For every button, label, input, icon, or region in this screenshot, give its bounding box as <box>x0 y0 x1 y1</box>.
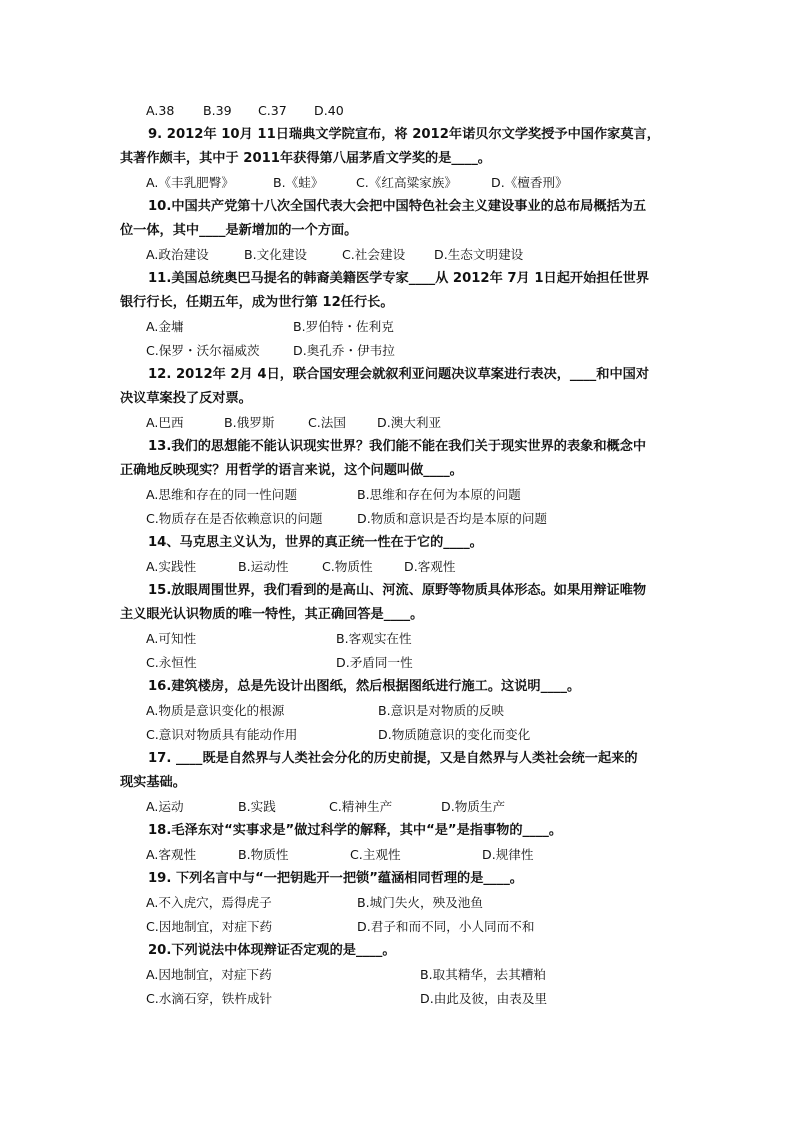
question-13-option-a: A.思维和存在的同一性问题 <box>146 487 297 502</box>
question-13-option-c: C.物质存在是否依赖意识的问题 <box>146 511 323 526</box>
question-15-option-b: B.客观实在性 <box>336 631 412 646</box>
question-15-option-d: D.矛盾同一性 <box>336 655 413 670</box>
question-10-line1: 10.中国共产党第十八次全国代表大会把中国特色社会主义建设事业的总布局概括为五 <box>148 199 647 214</box>
question-19-option-c: C.因地制宜，对症下药 <box>146 919 273 934</box>
question-14-option-d: D.客观性 <box>404 559 456 574</box>
question-13-line1: 13.我们的思想能不能认识现实世界？我们能不能在我们关于现实世界的表象和概念中 <box>148 439 647 454</box>
question-17-line2: 现实基础。 <box>120 775 186 790</box>
option-a: A.38 <box>146 103 175 118</box>
question-20-option-d: D.由此及彼，由表及里 <box>420 991 548 1006</box>
question-14-option-a: A.实践性 <box>146 559 197 574</box>
question-13-option-b: B.思维和存在何为本原的问题 <box>357 487 521 502</box>
question-12-line2: 决议草案投了反对票。 <box>120 391 252 406</box>
question-13-line2: 正确地反映现实？用哲学的语言来说，这个问题叫做____。 <box>120 463 463 478</box>
question-18-option-c: C.主观性 <box>350 847 401 862</box>
question-9-option-d: D.《檀香刑》 <box>491 175 568 190</box>
question-10-line2: 位一体，其中____是新增加的一个方面。 <box>120 223 358 238</box>
question-11-option-a: A.金墉 <box>146 319 184 334</box>
question-12-option-d: D.澳大利亚 <box>377 415 442 430</box>
question-15-option-a: A.可知性 <box>146 631 197 646</box>
question-14-line1: 14、马克思主义认为，世界的真正统一性在于它的____。 <box>148 535 483 550</box>
question-10-option-a: A.政治建设 <box>146 247 209 262</box>
question-16-option-c: C.意识对物质具有能动作用 <box>146 727 298 742</box>
question-14-option-c: C.物质性 <box>322 559 373 574</box>
question-9-line2: 其著作颇丰，其中于 2011年获得第八届茅盾文学奖的是____。 <box>120 151 491 166</box>
option-b: B.39 <box>203 103 232 118</box>
question-19-option-d: D.君子和而不同，小人同而不和 <box>357 919 535 934</box>
option-d: D.40 <box>314 103 344 118</box>
question-17-option-b: B.实践 <box>238 799 276 814</box>
question-9-option-b: B.《蛙》 <box>273 175 324 190</box>
question-17-option-a: A.运动 <box>146 799 184 814</box>
option-c: C.37 <box>258 103 287 118</box>
question-19-option-a: A.不入虎穴，焉得虎子 <box>146 895 272 910</box>
question-17-option-c: C.精神生产 <box>329 799 393 814</box>
question-18-line1: 18.毛泽东对“实事求是”做过科学的解释，其中“是”是指事物的____。 <box>148 823 563 838</box>
question-18-option-a: A.客观性 <box>146 847 197 862</box>
question-12-option-b: B.俄罗斯 <box>224 415 275 430</box>
question-19-line1: 19. 下列名言中与“一把钥匙开一把锁”蕴涵相同哲理的是____。 <box>148 871 523 886</box>
question-9-option-a: A.《丰乳肥臀》 <box>146 175 234 190</box>
question-20-line1: 20.下列说法中体现辩证否定观的是____。 <box>148 943 396 958</box>
question-14-option-b: B.运动性 <box>238 559 289 574</box>
question-19-option-b: B.城门失火，殃及池鱼 <box>357 895 483 910</box>
question-20-option-a: A.因地制宜，对症下药 <box>146 967 272 982</box>
question-11-option-b: B.罗伯特・佐利克 <box>293 319 394 334</box>
question-17-option-d: D.物质生产 <box>441 799 506 814</box>
question-20-option-c: C.水滴石穿，铁杵成针 <box>146 991 273 1006</box>
question-13-option-d: D.物质和意识是否均是本原的问题 <box>357 511 548 526</box>
question-18-option-b: B.物质性 <box>238 847 289 862</box>
question-20-option-b: B.取其精华，去其糟粕 <box>420 967 546 982</box>
question-18-option-d: D.规律性 <box>482 847 534 862</box>
question-9-line1: 9. 2012年 10月 11日瑞典文学院宣布，将 2012年诺贝尔文学奖授予中国作家莫言， <box>148 127 660 142</box>
question-12-option-a: A.巴西 <box>146 415 184 430</box>
question-12-option-c: C.法国 <box>308 415 346 430</box>
question-10-option-d: D.生态文明建设 <box>434 247 524 262</box>
question-16-option-d: D.物质随意识的变化而变化 <box>378 727 531 742</box>
question-16-option-b: B.意识是对物质的反映 <box>378 703 504 718</box>
question-15-option-c: C.永恒性 <box>146 655 197 670</box>
question-9-option-c: C.《红高粱家族》 <box>356 175 457 190</box>
question-17-line1: 17. ____既是自然界与人类社会分化的历史前提，又是自然界与人类社会统一起来的 <box>148 751 638 766</box>
question-11-line2: 银行行长，任期五年，成为世行第 12任行长。 <box>120 295 394 310</box>
question-15-line2: 主义眼光认识物质的唯一特性，其正确回答是____。 <box>120 607 424 622</box>
question-10-option-b: B.文化建设 <box>244 247 308 262</box>
question-12-line1: 12. 2012年 2月 4日，联合国安理会就叙利亚问题决议草案进行表决，____和中国对 <box>148 367 649 382</box>
question-10-option-c: C.社会建设 <box>342 247 406 262</box>
question-11-option-d: D.奥孔乔・伊韦拉 <box>293 343 395 358</box>
question-16-line1: 16.建筑楼房，总是先设计出图纸，然后根据图纸进行施工。这说明____。 <box>148 679 581 694</box>
question-15-line1: 15.放眼周围世界，我们看到的是高山、河流、原野等物质具体形态。如果用辩证唯物 <box>148 583 647 598</box>
question-11-line1: 11.美国总统奥巴马提名的韩裔美籍医学专家____从 2012年 7月 1日起开始担任世界 <box>148 271 649 286</box>
question-11-option-c: C.保罗・沃尔福威茨 <box>146 343 260 358</box>
question-16-option-a: A.物质是意识变化的根源 <box>146 703 285 718</box>
